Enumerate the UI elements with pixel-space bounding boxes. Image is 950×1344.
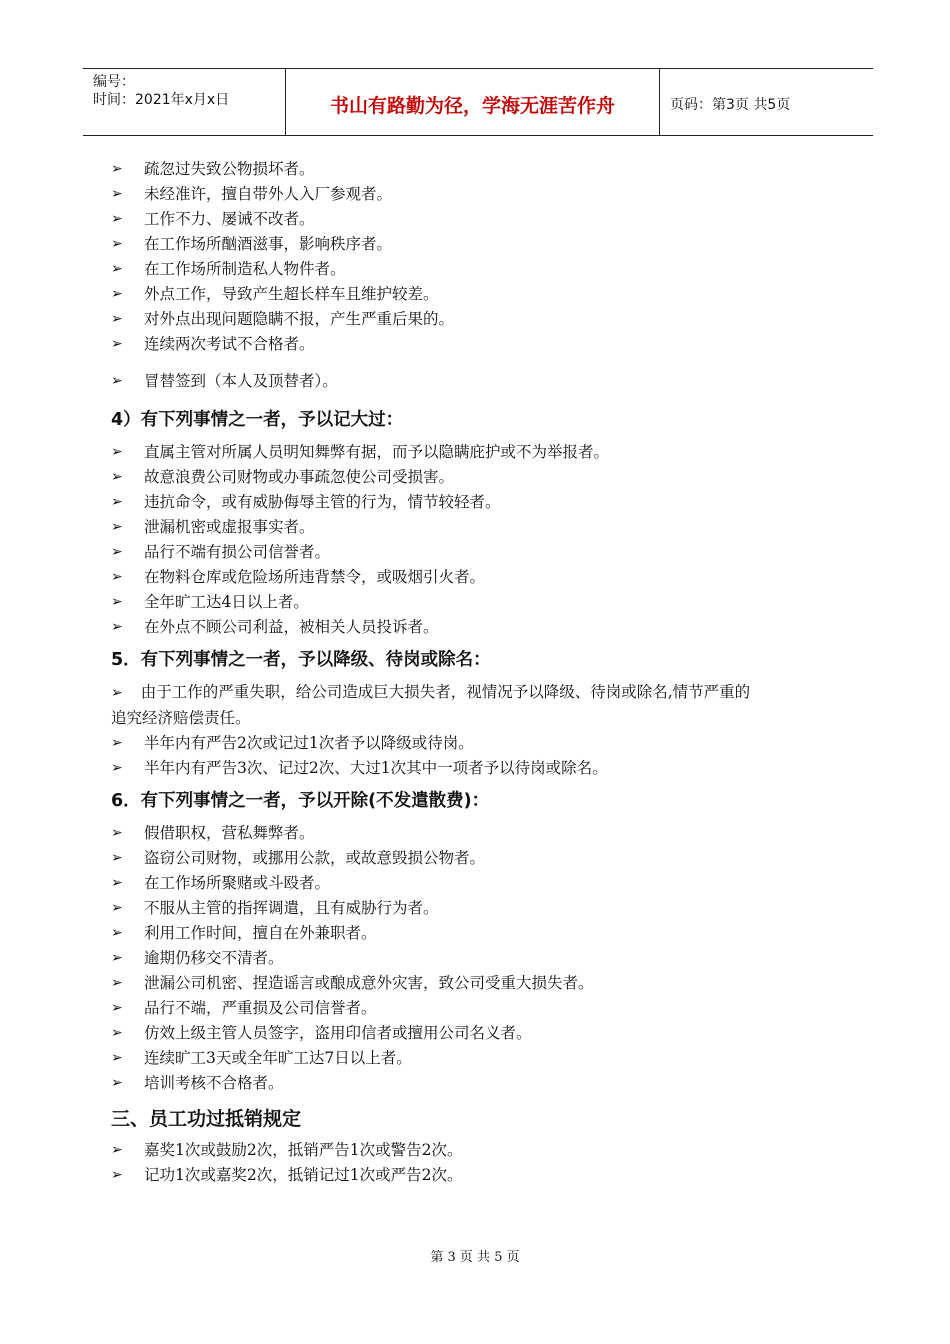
list-item: ➢ 在工作场所聚赌或斗殴者。: [111, 871, 771, 896]
footer-page-number: 第 3 页 共 5 页: [430, 1250, 520, 1265]
list-item: ➢ 在外点不顾公司利益，被相关人员投诉者。: [111, 615, 771, 640]
list-item: ➢ 品行不端有损公司信誉者。: [111, 540, 771, 565]
list-item: ➢ 外点工作，导致产生超长样车且维护较差。: [111, 282, 771, 307]
list-item: ➢ 连续旷工3天或全年旷工达7日以上者。: [111, 1046, 771, 1071]
list-item: ➢ 在物料仓库或危险场所违背禁令，或吸烟引火者。: [111, 565, 771, 590]
section-6-list: [111, 821, 771, 1096]
section-three-title: 三、员工功过抵销规定: [111, 1108, 302, 1130]
section-4-list: [111, 440, 771, 640]
list-item: ➢ 不服从主管的指挥调遣，且有威胁行为者。: [111, 896, 771, 921]
section-5-title: 5．有下列事情之一者，予以降级、待岗或除名：: [111, 650, 491, 670]
list-item: ➢ 违抗命令，或有威胁侮辱主管的行为，情节较轻者。: [111, 490, 771, 515]
list-top: [111, 157, 771, 357]
section-4-title: 4）有下列事情之一者，予以记大过：: [111, 410, 404, 430]
document-body: [111, 157, 771, 1188]
list-item: ➢ 在工作场所酗酒滋事，影响秩序者。: [111, 232, 771, 257]
list-item: ➢ 未经准许，擅自带外人入厂参观者。: [111, 182, 771, 207]
list-item: ➢ 仿效上级主管人员签字，盗用印信者或擅用公司名义者。: [111, 1021, 771, 1046]
list-item: ➢ 直属主管对所属人员明知舞弊有据，而予以隐瞒庇护或不为举报者。: [111, 440, 771, 465]
section-5-list: [111, 680, 771, 781]
list-item: ➢ 嘉奖1次或鼓励2次，抵销严告1次或警告2次。: [111, 1138, 771, 1163]
number-label: 编号：: [93, 74, 135, 90]
list-item: ➢ 半年内有严告3次、记过2次、大过1次其中一项者予以待岗或除名。: [111, 756, 771, 781]
list-item: ➢ 记功1次或嘉奖2次，抵销记过1次或严告2次。: [111, 1163, 771, 1188]
header-page-code: 页码：第3页 共5页: [670, 97, 791, 113]
list-item: ➢ 全年旷工达4日以上者。: [111, 590, 771, 615]
list-item: ➢ 泄漏公司机密、捏造谣言或酿成意外灾害，致公司受重大损失者。: [111, 971, 771, 996]
list-item: ➢ 半年内有严告2次或记过1次者予以降级或待岗。: [111, 731, 771, 756]
list-item: ➢ 逾期仍移交不清者。: [111, 946, 771, 971]
time-label: 时间：2021年x月x日: [93, 92, 230, 108]
list-item: ➢ 连续两次考试不合格者。: [111, 332, 771, 357]
list-top-extra: [111, 369, 771, 394]
list-item: ➢ 对外点出现问题隐瞒不报，产生严重后果的。: [111, 307, 771, 332]
header-motto: 书山有路勤为径，学海无涯苦作舟: [286, 69, 660, 135]
page-footer: [0, 1246, 950, 1265]
list-item: ➢ 假借职权，营私舞弊者。: [111, 821, 771, 846]
list-item: ➢ 培训考核不合格者。: [111, 1071, 771, 1096]
page-header: [83, 68, 873, 136]
section-6-title: 6．有下列事情之一者，予以开除(不发遣散费)：: [111, 791, 490, 811]
section-three-list: [111, 1138, 771, 1188]
list-item: ➢ 泄漏机密或虚报事实者。: [111, 515, 771, 540]
list-item: ➢ 利用工作时间，擅自在外兼职者。: [111, 921, 771, 946]
list-item: ➢ 工作不力、屡诫不改者。: [111, 207, 771, 232]
list-item: ➢ 品行不端，严重损及公司信誉者。: [111, 996, 771, 1021]
list-item: ➢ 冒替签到（本人及顶替者）。: [111, 369, 771, 394]
list-item: ➢ 由于工作的严重失职，给公司造成巨大损失者，视情况予以降级、待岗或除名,情节严重的追究经济赔偿责任。: [111, 680, 751, 731]
list-item: ➢ 盗窃公司财物，或挪用公款，或故意毁损公物者。: [111, 846, 771, 871]
list-item: ➢ 故意浪费公司财物或办事疏忽使公司受损害。: [111, 465, 771, 490]
list-item: ➢ 在工作场所制造私人物件者。: [111, 257, 771, 282]
header-meta: [83, 69, 286, 135]
list-item: ➢ 疏忽过失致公物损坏者。: [111, 157, 771, 182]
